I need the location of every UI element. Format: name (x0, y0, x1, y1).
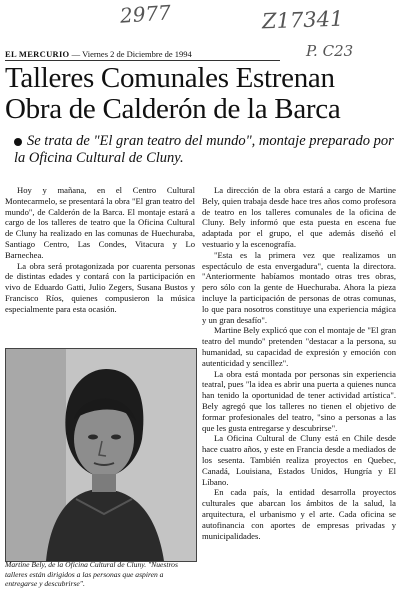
newspaper-name: EL MERCURIO (5, 49, 70, 59)
handwritten-page-ref: P. C23 (306, 42, 354, 60)
paragraph: La obra será protagonizada por cuarenta personas de distintas edades y contará con la participación en vivo de Eduardo Gatti, Julio Zegers, Susana Bustos y Francisco Ríos, quienes compusieron la música especialmente para esta ocasión. (5, 260, 195, 314)
masthead-separator: — (69, 49, 83, 59)
portrait-photo (5, 348, 197, 562)
column-left (5, 185, 195, 315)
column-right (202, 185, 396, 541)
portrait-image (6, 349, 196, 561)
bullet-icon (14, 138, 22, 146)
paragraph: Martine Bely explicó que con el montaje de "El gran teatro del mundo" pretenden "destacar a la persona, su humanidad, su capacidad de expresión y emoción con autenticidad y sencillez". (202, 325, 396, 368)
masthead (5, 49, 280, 61)
article-deck (14, 133, 394, 167)
paragraph: "Esta es la primera vez que realizamos un espectáculo de esta envergadura", cuenta la directora. "Anteriormente habíamos montado otras tres obras, pero sólo con la gente de Huechuraba. Ahora la pieza incluye la participación de personas de otras comunas, lo que para nosotros constituye una experiencia mágica y un gran desafío". (202, 249, 396, 325)
photo-caption: Martine Bely, de la Oficina Cultural de Cluny. "Nuestros talleres están dirigidos a las personas que aspiren a entregarse y descubrirse". (5, 560, 178, 588)
publication-date: Viernes 2 de Diciembre de 1994 (82, 49, 192, 59)
paragraph: Hoy y mañana, en el Centro Cultural Montecarmelo, se presentará la obra "El gran teatro del mundo", de Calderón de la Barca. El montaje estará a cargo de los talleres de teatro que la Oficina Cultural de Cluny ha realizado en las comunas de Huechuraba, Santiago Centro, Las Condes, Vitacura y Lo Barnechea. (5, 185, 195, 260)
article-headline: Talleres Comunales Estrenan Obra de Calderón de la Barca (5, 62, 341, 125)
handwritten-note-left: 2977 (119, 0, 172, 28)
paragraph: La obra está montada por personas sin experiencia teatral, pues "la idea es abrir una puerta a quienes nunca han tenido la oportunidad de tener actividad artística". Bely agregó que los talleres no tienen el objetivo de formar profesionales del teatro, "sino a personas a las que les gusta entregarse y descubrirse". (202, 368, 396, 433)
paragraph: La Oficina Cultural de Cluny está en Chile desde hace cuatro años, y este en Francia desde a mediados de los sesenta. También realiza proyectos en Quebec, Canadá, Louisiana, Estados Unidos, Hungría y El Líbano. (202, 433, 396, 487)
paragraph: La dirección de la obra estará a cargo de Martine Bely, quien trabaja desde hace tres años como profesora de teatro en los talleres comunales de la oficina de Cluny. Bely informó que esta puesta en escena fue adaptada por el grupo, el que además diseñó el vestuario y la escenografía. (202, 185, 396, 249)
deck-text: Se trata de "El gran teatro del mundo", montaje preparado por la Oficina Cultural de Cluny. (14, 133, 394, 166)
handwritten-note-right: Z17341 (261, 6, 344, 34)
paragraph: En cada país, la entidad desarrolla proyectos culturales que abarcan los ámbitos de la salud, la arquitectura, el urbanismo y el arte. Cada oficina se autofinancia con aportes de empresas privadas y municipalidades. (202, 487, 396, 541)
